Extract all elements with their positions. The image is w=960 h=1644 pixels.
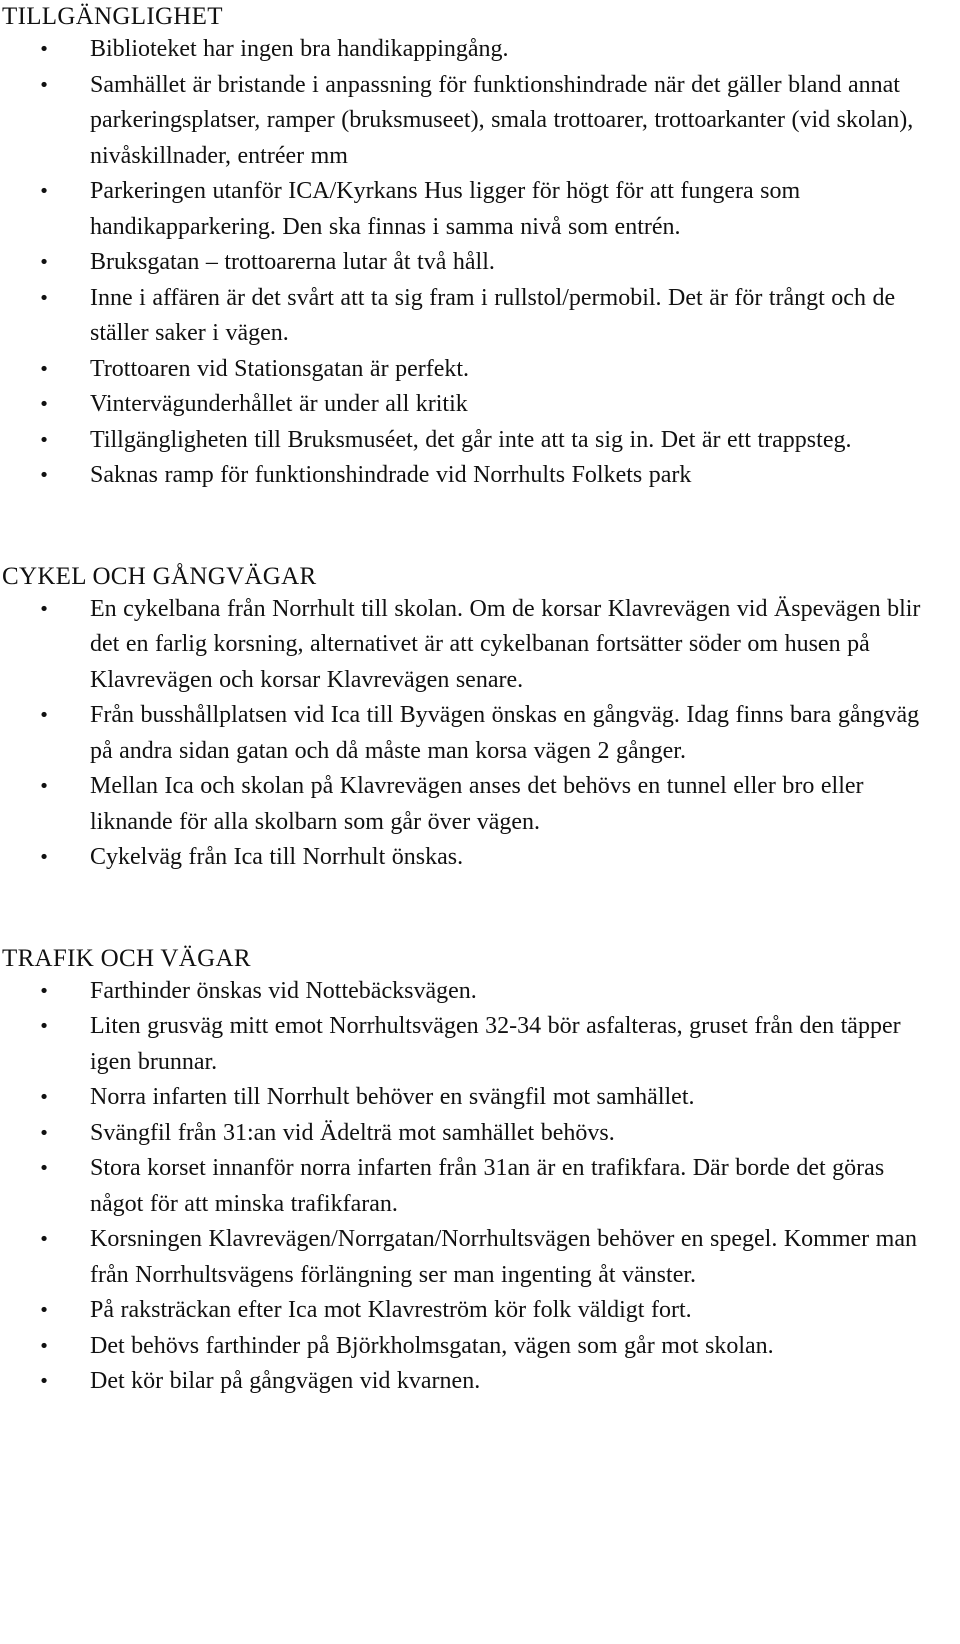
section-trafik-och-vagar [2, 944, 930, 1400]
list-item [2, 68, 930, 175]
list-item [2, 1080, 930, 1116]
section-heading: TRAFIK OCH VÄGAR [2, 944, 251, 972]
bullet-icon: • [38, 429, 50, 451]
list-item-text: Liten grusväg mitt emot Norrhultsvägen 32-34 bör asfalteras, gruset från den täpper igen brunnar. [90, 1013, 901, 1075]
list-item-text: En cykelbana från Norrhult till skolan. Om de korsar Klavrevägen vid Äspevägen blir det en farlig korsning, alternativet är att cykelbanan fortsätter söder om husen på Klavrevägen och korsar Klavrevägen senare. [90, 595, 921, 693]
list-item-text: Från busshållplatsen vid Ica till Byvägen önskas en gångväg. Idag finns bara gångväg på andra sidan gatan och då måste man korsa vägen 2 gånger. [90, 702, 920, 764]
bullet-icon: • [38, 74, 50, 96]
list-item-text: På raksträckan efter Ica mot Klavreström kör folk väldigt fort. [90, 1297, 692, 1323]
list-item-text: Parkeringen utanför ICA/Kyrkans Hus ligger för högt för att fungera som handikapparkering. Den ska finnas i samma nivå som entrén. [90, 178, 801, 240]
bullet-icon: • [38, 980, 50, 1002]
bullet-icon: • [38, 1158, 50, 1179]
list-item-text: Korsningen Klavrevägen/Norrgatan/Norrhultsvägen behöver en spegel. Kommer man från Norrhultsvägens förlängning ser man ingenting åt vänster. [90, 1226, 917, 1288]
list-item [2, 1222, 930, 1293]
list-item [2, 1151, 930, 1222]
bullet-icon: • [38, 847, 50, 868]
list-item [2, 1116, 930, 1152]
list-item [2, 1009, 930, 1080]
section-heading: TILLGÄNGLIGHET [2, 3, 223, 30]
list-item [2, 592, 930, 699]
bullet-icon: • [38, 1371, 50, 1392]
list-item [2, 32, 930, 68]
list-item-text: Det kör bilar på gångvägen vid kvarnen. [90, 1368, 481, 1394]
bullet-icon: • [38, 394, 50, 415]
bullet-icon: • [38, 1335, 50, 1357]
list-item-text: Farthinder önskas vid Nottebäcksvägen. [90, 977, 477, 1004]
list-item-text: Cykelväg från Ica till Norrhult önskas. [90, 844, 464, 870]
list-item [2, 1364, 930, 1400]
list-item [2, 769, 930, 840]
bullet-icon: • [38, 287, 50, 309]
bullet-list [2, 592, 930, 876]
bullet-icon: • [38, 1229, 50, 1250]
bullet-icon: • [38, 705, 50, 726]
list-item-text: Stora korset innanför norra infarten från 31an är en trafikfara. Där borde det göras något för att minska trafikfaran. [90, 1155, 885, 1217]
list-item [2, 352, 930, 388]
bullet-icon: • [38, 1087, 50, 1108]
list-item [2, 281, 930, 352]
bullet-icon: • [38, 598, 50, 620]
list-item [2, 458, 930, 494]
list-item-text: Samhället är bristande i anpassning för funktionshindrade när det gäller bland annat parkeringsplatser, ramper (bruksmuseet), smala trottoarer, trottoarkanter (vid skolan), nivåskillnader, entréer mm [90, 71, 914, 169]
bullet-icon: • [38, 252, 50, 273]
list-item-text: Biblioteket har ingen bra handikappingång. [90, 36, 509, 62]
bullet-icon: • [38, 465, 50, 486]
bullet-icon: • [38, 39, 50, 60]
list-item-text: Inne i affären är det svårt att ta sig fram i rullstol/permobil. Det är för trångt och de ställer saker i vägen. [90, 284, 896, 346]
list-item-text: Svängfil från 31:an vid Ädelträ mot samhället behövs. [90, 1119, 615, 1146]
list-item-text: Tillgängligheten till Bruksmuséet, det går inte att ta sig in. Det är ett trappsteg. [90, 426, 852, 453]
bullet-icon: • [38, 1300, 50, 1321]
list-item [2, 1293, 930, 1329]
list-item [2, 698, 930, 769]
list-item-text: Mellan Ica och skolan på Klavrevägen anses det behövs en tunnel eller bro eller liknande för alla skolbarn som går över vägen. [90, 773, 864, 835]
bullet-icon: • [38, 1122, 50, 1144]
list-item [2, 840, 930, 876]
list-item [2, 1329, 930, 1365]
bullet-icon: • [38, 1016, 50, 1037]
bullet-list [2, 974, 930, 1400]
list-item [2, 423, 930, 459]
bullet-list [2, 32, 930, 494]
bullet-icon: • [38, 181, 50, 202]
list-item-text: Norra infarten till Norrhult behöver en svängfil mot samhället. [90, 1084, 695, 1110]
list-item [2, 245, 930, 281]
list-item-text: Trottoaren vid Stationsgatan är perfekt. [90, 355, 470, 382]
section-heading: CYKEL OCH GÅNGVÄGAR [2, 562, 317, 590]
list-item [2, 174, 930, 245]
section-cykel-och-gangvagar [2, 562, 930, 876]
bullet-icon: • [38, 776, 50, 797]
list-item [2, 387, 930, 423]
section-tillganglighet [2, 0, 930, 494]
list-item-text: Saknas ramp för funktionshindrade vid Norrhults Folkets park [90, 462, 692, 488]
list-item [2, 974, 930, 1010]
list-item-text: Bruksgatan – trottoarerna lutar åt två håll. [90, 249, 495, 275]
list-item-text: Vintervägunderhållet är under all kritik [90, 391, 468, 417]
list-item-text: Det behövs farthinder på Björkholmsgatan, vägen som går mot skolan. [90, 1332, 774, 1359]
bullet-icon: • [38, 358, 50, 380]
